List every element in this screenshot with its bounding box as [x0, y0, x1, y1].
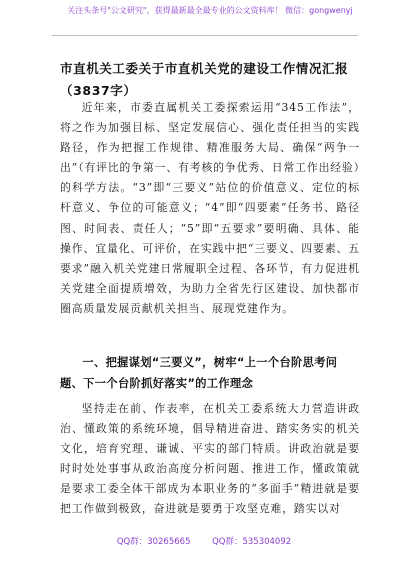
body-paragraph-intro: 近年来，市委直属机关工委探索运用“345工作法”，将之作为加强目标、坚定发展信心、强化责任担当的实践路径，作为把握工作规律、精准服务大局、确保“两争一出”（有评比的争第一、有考核的争优秀、日常工作出经验）的科学方法。“3”即“三要义”站位的价值意义、定位的标杆意义、争位的可能意义；“4”即“四要素”任务书、路径图、时间表、责任人；“5”即“五要求”要明确、具体、能操作、宜量化、可评价，在实践中把“三要义、四要素、五要求”融入机关党建日常履职全过程、各环节，有力促进机关党建全面提质增效，为助力全省先行区建设、加快都市圈高质量发展贡献机关担当、展现党建作为。 [60, 101, 360, 315]
header-divider [52, 35, 358, 36]
promo-header: 关注头条号"公文研究"，获得最新最全最专业的公文资料库！ 微信：gongwenyj [67, 6, 353, 15]
section-heading-1: 一、把握谋划“三要义”，树牢“上一个台阶思考问题、下一个台阶抓好落实”的工作理念 [60, 356, 338, 390]
footer-contacts: QQ群：30265665 QQ群：535304092 [116, 537, 292, 547]
body-paragraph-section-1: 坚持走在前、作表率，在机关工委系统大力营造讲政治、懂政策的系统环境，倡导精进奋进、踏实务实的机关文化，培育究理、谦诚、平实的部门特质。讲政治就是要时时处处事事从政治高度分析问题、推进工作，懂政策就是要求工委全体干部成为本职业务的“多面手”精进就是要把工作做到极致，奋进就是要勇于攻坚克难，踏实以对 [60, 402, 360, 516]
document-title: 市直机关工委关于市直机关党的建设工作情况汇报（3837字） [60, 61, 349, 98]
